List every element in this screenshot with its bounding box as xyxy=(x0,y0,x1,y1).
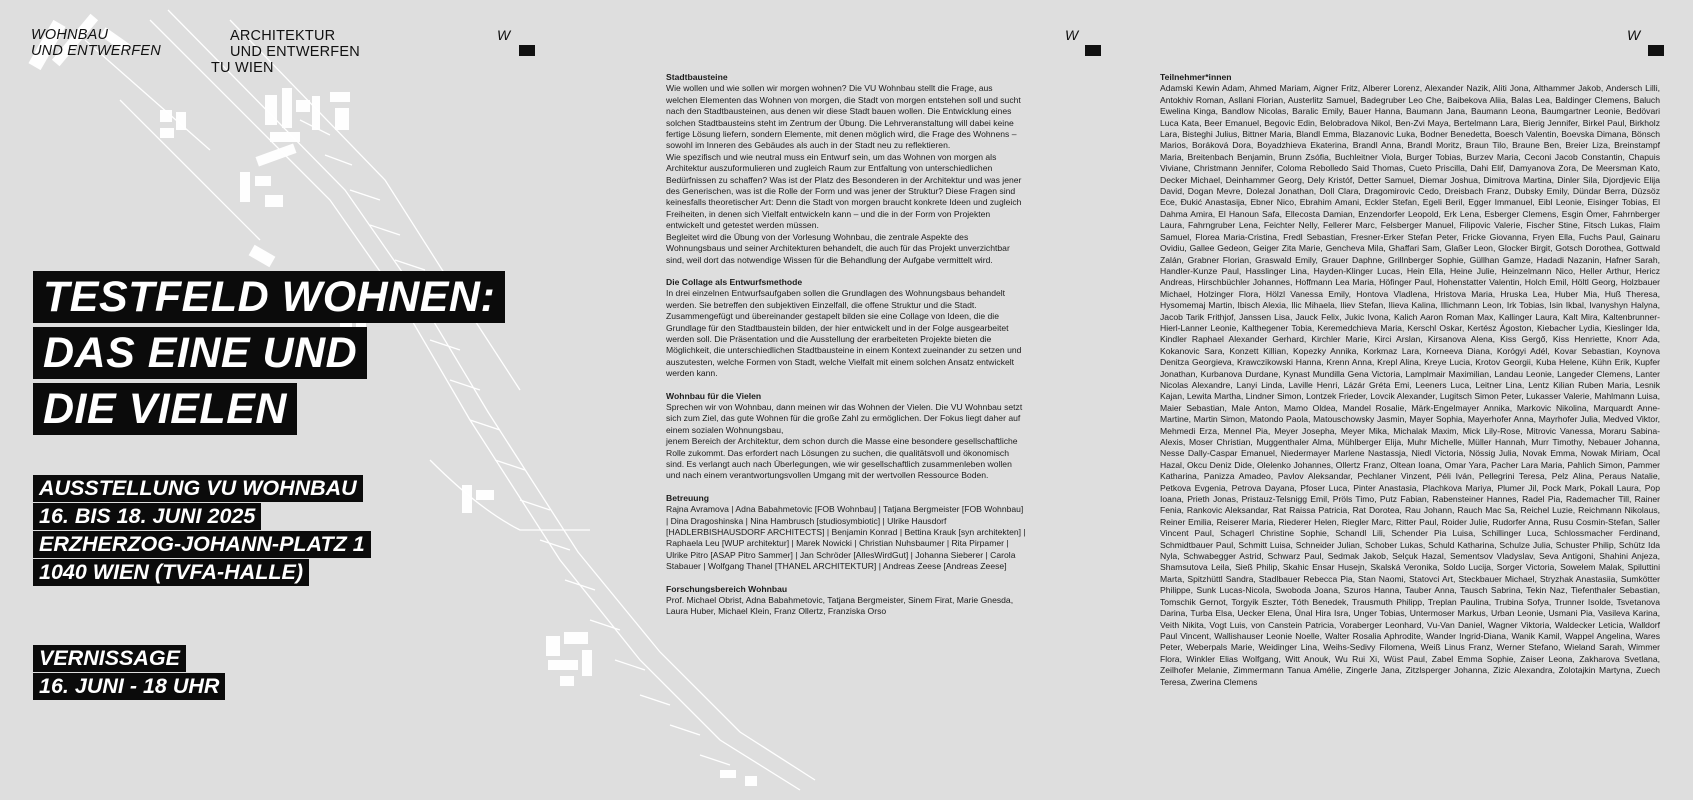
participants-heading: Teilnehmer*innen xyxy=(1160,72,1232,82)
section-heading: Wohnbau für die Vielen xyxy=(666,390,762,401)
section-body: Wie wollen und wie sollen wir morgen wohnen? Die VU Wohnbau stellt die Frage, aus welchen Elementen das Wohnen von morgen, die Stadt von morgen entstehen soll und sucht nach den Stadtbausteinen, aus denen wir diese Stadt bauen wollen. Die Entwicklung eines solchen Stadtbausteins steht im Zentrum der Übung. Die Lehrveranstaltung will dabei keine fertige Lösung liefern, sondern Elemente, mit denen möglich wird, die Frage des Wohnens – sowohl im Inneren des Gebäudes als auch in der Stadt neu zu reflektieren. Wie spezifisch und wie neutral muss ein Entwurf sein, um das Wohnen von morgen als Architektur auszuformulieren und zugleich Raum zur Entfaltung von unterschiedlichen Bedürfnissen zu schaffen? Was ist der Platz des Besonderen in der Architektur und was jener des Generischen, was ist die Rolle der Form und was jener der Struktur? Diese Fragen sind keinesfalls theoretischer Art: Denn die Stadt von morgen braucht konkrete Ideen und zugleich Freiheiten, in denen sich Vielfalt entwickeln kann – und die in der Form von Projekten entwickelt und getestet werden müssen. Begleitet wird die Übung von der Vorlesung Wohnbau, die zentrale Aspekte des Wohnungsbaus und seiner Architekturen behandelt, die auch für das Projekt unverzichtbar sind, weil dort das notwendige Wissen für die Behandlung der Aufgabe vermittelt wird. xyxy=(666,83,1022,265)
event-info-line: AUSSTELLUNG VU WOHNBAU xyxy=(33,475,363,502)
section-wohnbau-fuer-die-vielen xyxy=(666,391,1026,482)
logo-line: UND ENTWERFEN xyxy=(31,43,161,59)
event-info-line: 16. BIS 18. JUNI 2025 xyxy=(33,503,261,530)
w-mark: W xyxy=(1065,27,1079,43)
w-mark: W xyxy=(1627,27,1641,43)
institute-line: TU WIEN xyxy=(211,60,274,76)
section-heading: Stadtbausteine xyxy=(666,72,728,82)
participants-list: Adamski Kewin Adam, Ahmed Mariam, Aigner Fritz, Alberer Lorenz, Alexander Nazik, Aliti Jona, Althammer Jakob, Andersch Lilli, Antokhiv Roman, Asllani Florian, Austerlitz Samuel, Badegruber Leo Che, Baibekova Aliia, Balas Lea, Baldinger Clemens, Baluch Ewelina Kinga, Bandlow Nicolas, Baralic Emily, Bauer Hanna, Baumann Jana, Baumann Leona, Baumgartner Leonie, Bedövari Luca Kata, Beer Emanuel, Begovic Edin, Belobradova Nikol, Ben-Zvi Maya, Bertelmann Lara, Bierig Jennifer, Birkel Paul, Birkholz Lara, Bisteghi Julius, Bittner Maria, Blandl Emma, Blazanovic Luka, Bodner Benedetta, Boesch Valentin, Boevska Dimana, Bönsch Marios, Boráková Dora, Boyadzhieva Ekaterina, Brandl Anna, Brandl Moritz, Braun Tilo, Braune Ben, Breier Liza, Breinstampf Maria, Breitenbach Benjamin, Brunn Zsófia, Buchleitner Viola, Burger Tobias, Burzev Maria, Ceconi Jacob Constantin, Chapuis Viviane, Christmann Jennifer, Coloma Rebolledo Said Thomas, Cueto Priscilla, Dahi Elif, Damyanova Zora, De Meersman Kato, Decker Michael, Deinhammer Georg, Dely Kristóf, Detter Samuel, Diemar Joshua, Dimitrova Martina, Dinler Sila, Djordjevic Elija David, Dogan Mevre, Dolezal Jonathan, Doll Clara, Dragomirovic Cedo, Dreisbach Franz, Dubsky Emily, Dündar Berra, Düzsöz Ece, Đukić Anastasija, Ebner Nico, Ebrahim Amani, Eckler Stefan, Egeli Beril, Egger Immanuel, Eibl Leonie, Eisinger Tobias, El Dahma Amira, El Hanoun Safa, Ellecosta Damian, Enzendorfer Leopold, Erk Lena, Esberger Clemens, Esgin Ömer, Fahrnberger Laura, Fahrngruber Lena, Feichter Nelly, Fellerer Marc, Felsberger Manuel, Filipovic Valerie, Fischer Stine, Fitsch Lukas, Flaim Samuel, Florea Maria-Cristina, Fredl Sebastian, Fresner-Erker Stefan Peter, Fricke Giovanna, Fryen Ella, Fuchs Paul, Gainaru Ovidiu, Gallee Gedeon, Geiger Zita Marie, Gencheva Mila, Ghaffari Sam, Glaßer Leon, Glocker Birgit, Gotsch Dorothea, Gottwald Zalán, Grabner Florian, Graswald Emily, Grauer Daphne, Grillnberger Sophie, Güllhan Gamze, Hadadi Nazanin, Hafner Sarah, Handler-Kunze Paul, Hasslinger Lina, Hayden-Klinger Lucas, Hein Ella, Heine Julie, Heinzelmann Nico, Heller Arthur, Hericz Andreas, Hirschbüchler Johannes, Hoffmann Lea Maria, Höfinger Paul, Hohenstatter Valentin, Holch Emil, Höltl Georg, Holzbauer Michael, Holzinger Flora, Hölzl Vanessa Emily, Hontova Vladlena, Hristova Maria, Hruska Lea, Huber Mia, Huß Theresa, Hysomemaj Martin, Ibisch Alexia, Ilic Mihaela, Iliev Stefan, Ilieva Kalina, Illichmann Leon, Irk Tobias, Isin Ikbal, Ivanyshyn Halyna, Jacob Tarik Frithjof, Janssen Lisa, Jauck Felix, Jukic Ivona, Kalich Aaron Roman Max, Kallinger Laura, Kalt Mira, Kaltenbrunner-Hierl-Lanner Leonie, Kalthegener Tobia, Keremedchieva Maria, Kerschl Oskar, Kertész Ágoston, Kiebacher Lydia, Kieslinger Ida, Kindler Raphael Alexander Gerhard, Kirchler Marie, Kirci Arslan, Kirsanova Alena, Kiss Gergő, Kiss Henriette, Knorr Ada, Kokanovic Sara, Konzett Killian, Kopezky Annika, Korkmaz Lara, Korneeva Diana, Korógyi Adél, Kovar Sebastian, Koynova Denitza Georgieva, Krawczikowski Hanna, Krenn Anna, Krepl Alina, Kreye Lucia, Krotov Georgii, Kuba Helene, Kühn Erik, Kupfer Jonathan, Kurbanova Durdane, Kynast Mundilla Gena Victoria, Lamplmair Maximilian, Landau Leonie, Langeder Clemens, Lanter Nicolas Alexandre, Lanyi Linda, Laville Henri, Lázár Gréta Emi, Leeners Luca, Leitner Lina, Lentz Kilian Ruben Maria, Lesnik Kajan, Lewita Martha, Lindner Simon, Lontzek Frieder, Lovcik Alexander, Lugitsch Simon Peter, Lukasser Valerie, Mahlmann Luisa, Maier Sebastian, Male Anton, Mamo Oldea, Mandel Rosalie, Märk-Engelmayer Annika, Markovic Nikolina, Marquardt Anne-Martine, Martin Simon, Matondo Paola, Matouschowsky Jasmin, Mayer Sophia, Mayerhofer Anna, Mayrhofer Julia, Medved Viktor, Mehmedi Erza, Mennel Pia, Meyer Josepha, Meyer Mika, Michalak Maxim, Mick Lily-Rose, Mitrovic Vanessa, Moraru Sabina-Alexis, Moser Christian, Muggenthaler Alma, Mühlberger Elija, Muhr Michelle, Müller Hannah, Murr Timothy, Nebauer Johanna, Nesse Dally-Caspar Emanuel, Niedermayer Marlene Nastassja, Niedl Victoria, Nössig Julia, Novak Emma, Nowak Miriam, Öcal Hazal, Okcu Deniz Dide, Olelenko Johannes, Ollertz Franz, Oltean Ioana, Omar Yara, Pacher Lara Maria, Pahlich Simon, Pammer Katharina, Panizza Amadeo, Pavlov Aleksandar, Pechlaner Vinzent, Péli Iván, Pellegrini Teresa, Pelz Alina, Peraus Natalie, Petkova Evgenia, Petrova Dayana, Pfoser Luca, Pinter Anastasia, Plachkova Mariya, Plumer Jil, Pock Mark, Pokall Laura, Pop Ioana, Prieth Jonas, Pristauz-Telsnigg Emil, Pröls Timo, Putz Fabian, Rabensteiner Hannes, Radel Pia, Rademacher Till, Rainer Fenia, Rankovic Aleksandar, Rat Raissa Patricia, Rat Dorotea, Rau Johann, Rauch Mac Sa, Reichel Luzie, Reichmann Nikolaus, Reiner Emilia, Reiserer Maria, Riederer Helen, Riegler Marc, Ritter Paul, Roider Julie, Rudorfer Anna, Rusu Cosmin-Stefan, Saller Vincent Paul, Schagerl Christine Sophie, Schandl Lili, Schender Pia Luisa, Schillinger Luca, Schlossmacher Ferdinand, Schmidtbauer Paul, Schmitt Luisa, Schneider Julian, Schober Lukas, Schuld Katharina, Schulze Julia, Schuster Philip, Schütz Ida Nyla, Schwabegger Astrid, Schwarz Paul, Sedmak Jakob, Selçuk Hazal, Sementsov Vladyslav, Seva Antigoni, Shahini Anjeza, Shamsutova Leila, Sieß Philip, Skahic Ensar Husejn, Skalská Veronika, Soldo Lucija, Sorger Victoria, Sowelem Malak, Spiluttini Marta, Spitzhüttl Sandra, Stadlbauer Rebecca Pia, Stan Naomi, Statovci Art, Steckbauer Michael, Stryzhak Anastasiia, Sumkötter Philippe, Sunk Lucas-Nicola, Swoboda Joana, Szuros Hanna, Tauber Anna, Tausch Sabrina, Tekin Naz, Tiefenthaler Sebastian, Tomschik Gernot, Torgyik Eszter, Tóth Benedek, Trausmuth Philipp, Treplan Paulina, Trubina Sofya, Trunner Isolde, Tsvetanova Darina, Turba Elsa, Uecker Elena, Ünal Hira Isra, Unger Tobias, Untermoser Markus, Urban Leonie, Usmani Pia, Vasileva Karina, Veith Nikita, Vogt Luis, von Canstein Patricia, Voraberger Leonhard, Vu-Van Daniel, Wagner Viktoria, Waldecker Leticia, Walldorf Paul Vincent, Wallishauser Leonie Noelle, Walter Rosalia Aphrodite, Wander Ingrid-Diana, Wanik Kamil, Wappel Angelina, Wares Peter, Weberpals Marie, Weidinger Lina, Weihs-Sedivy Filomena, Weiß Linus Franz, Werner Stefano, Wieland Sarah, Wimmer Flora, Winkler Elias Wolfgang, Witt Anouk, Wu Rui Xi, Wüst Paul, Zabel Emma Sophie, Zaiser Leona, Zakharova Svetlana, Zeilhofer Melanie, Zimmermann Tanua Amélie, Zingerle Jana, Zitzlsperger Johanna, Zizic Alexandra, Zolotajkin Martyna, Zuech Teresa, Zwerina Clemens xyxy=(1160,83,1660,687)
section-betreuung xyxy=(666,493,1026,573)
section-forschungsbereich xyxy=(666,584,1026,618)
institute-line: UND ENTWERFEN xyxy=(230,44,360,60)
w-mark-block xyxy=(1085,45,1101,56)
vernissage-line: 16. JUNI - 18 UHR xyxy=(33,673,225,700)
description-column xyxy=(666,72,1026,629)
section-collage xyxy=(666,277,1026,380)
institute-name xyxy=(211,28,360,76)
logo-line: WOHNBAU xyxy=(31,27,109,43)
hero-title-line: DIE VIELEN xyxy=(33,383,297,435)
hero-title-line: DAS EINE UND xyxy=(33,327,367,379)
section-body: Sprechen wir von Wohnbau, dann meinen wir das Wohnen der Vielen. Die VU Wohnbau setzt sich zum Ziel, das gute Wohnen für die große Zahl zu ermöglichen. Der Fokus liegt daher auf einem sozialen Wohnungsbau, jenem Bereich der Architektur, dem schon durch die Masse eine besondere gesellschaftliche Rolle zukommt. Das erfordert nach Lösungen zu suchen, die qualitätsvoll und ökonomisch sind. Es verlangt auch nach Überlegungen, wie wir gesellschaftlich zusammenleben wollen und nach einem verantwortungsvollen Umgang mit der wertvollen Ressource Boden. xyxy=(666,401,1023,481)
section-stadtbausteine xyxy=(666,72,1026,266)
w-mark: W xyxy=(497,27,511,43)
section-body: Prof. Michael Obrist, Adna Babahmetovic, Tatjana Bergmeister, Sinem Firat, Marie Gnesda, Laura Huber, Michael Klein, Franz Ollertz, Franziska Orso xyxy=(666,595,1014,617)
section-heading: Betreuung xyxy=(666,492,709,503)
hero-title-line: TESTFELD WOHNEN: xyxy=(33,271,505,323)
participants-column xyxy=(1160,72,1660,688)
hero-title xyxy=(33,271,505,439)
institute-line: ARCHITEKTUR xyxy=(230,28,336,44)
event-info-line: 1040 WIEN (TVFA-HALLE) xyxy=(33,559,309,586)
event-info-line: ERZHERZOG-JOHANN-PLATZ 1 xyxy=(33,531,371,558)
section-heading: Die Collage als Entwurfsmethode xyxy=(666,276,803,287)
section-body: In drei einzelnen Entwurfsaufgaben sollen die Grundlagen des Wohnungsbaus behandelt werden. Sie betreffen den subjektiven Einzelfall, die offene Struktur und die Stadt. Zusammengefügt und übereinander gestapelt bilden sie eine Collage von Ideen, die die Grundlage für den Stadtbaustein bilden, der hier entwickelt und in der Folge ausgearbeitet werden soll. Die Präsentation und die Ausstellung der erarbeiteten Projekte bieten die Möglichkeit, die unterschiedlichen Stadtbausteine in einem Kontext zueinander zu setzen und auszutesten, welche Formen von Stadt, welche Vielfalt mit einem solchen Ansatz entwickelt werden kann. xyxy=(666,288,1022,379)
logo xyxy=(31,27,161,59)
w-mark-block xyxy=(1648,45,1664,56)
w-mark-block xyxy=(519,45,535,56)
vernissage-info xyxy=(33,645,225,701)
section-heading: Forschungsbereich Wohnbau xyxy=(666,583,788,594)
vernissage-line: VERNISSAGE xyxy=(33,645,186,672)
event-info xyxy=(33,475,371,587)
section-body: Rajna Avramova | Adna Babahmetovic [FOB Wohnbau] | Tatjana Bergmeister [FOB Wohnbau] | Dina Dragoshinska | Nina Hambrusch [studiosymbiotic] | Ulrike Hausdorf [HADLERBISHAUSDORF ARCHITECTS] | Benjamin Konrad | Bettina Krauk [syn architekten] | Raphaela Leu [WUP architektur] | Marek Nowicki | Christian Nuhsbaumer | Rita Pirpamer | Ulrike Pitro [ASAP Pitro Sammer] | Jan Schröder [AllesWirdGut] | Johanna Sieberer | Carola Stabauer | Wolfgang Thanel [THANEL ARCHITEKTUR] | Andreas Zeese [Andreas Zeese] xyxy=(666,504,1026,572)
